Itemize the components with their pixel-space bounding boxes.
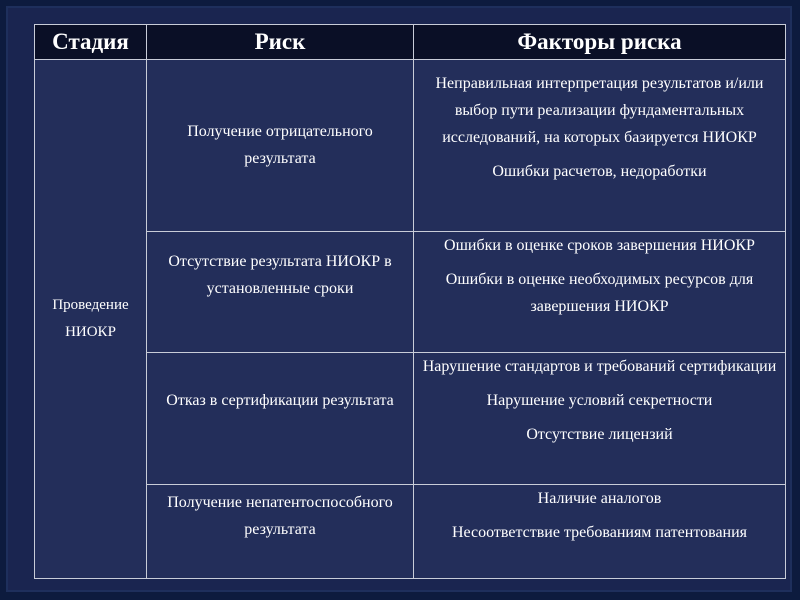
header-risk: Риск <box>147 25 414 60</box>
table-row <box>35 60 786 232</box>
table-row <box>35 485 786 579</box>
factor-item: Нарушение стандартов и требований сертификации <box>422 358 777 375</box>
header-factors: Факторы риска <box>414 25 786 60</box>
factor-item: Неправильная интерпретация результатов и/или выбор пути реализации фундаментальных исследований, на которых базируется НИОКР <box>435 75 764 146</box>
risk-table <box>34 24 786 579</box>
risk-cell: Отсутствие результата НИОКР в установленные сроки <box>147 232 414 353</box>
factors-cell <box>414 232 786 353</box>
factor-item: Нарушение условий секретности <box>486 392 713 409</box>
stage-cell: Проведение НИОКР <box>35 60 147 579</box>
header-stage: Стадия <box>35 25 147 60</box>
factor-item: Ошибки расчетов, недоработки <box>492 163 707 180</box>
header-row <box>35 25 786 60</box>
risk-cell: Получение непатентоспособного результата <box>147 485 414 579</box>
factor-item: Ошибки в оценке сроков завершения НИОКР <box>444 237 755 254</box>
factor-item: Ошибки в оценке необходимых ресурсов для завершения НИОКР <box>445 271 754 315</box>
table-row <box>35 232 786 353</box>
factors-cell <box>414 485 786 579</box>
risk-cell: Отказ в сертификации результата <box>147 353 414 485</box>
factor-item: Наличие аналогов <box>537 490 662 507</box>
factors-cell <box>414 353 786 485</box>
factor-item: Несоответствие требованиям патентования <box>451 524 748 541</box>
risk-cell: Получение отрицательного результата <box>147 60 414 232</box>
table-row <box>35 353 786 485</box>
factors-cell <box>414 60 786 232</box>
factor-item: Отсутствие лицензий <box>526 426 673 443</box>
